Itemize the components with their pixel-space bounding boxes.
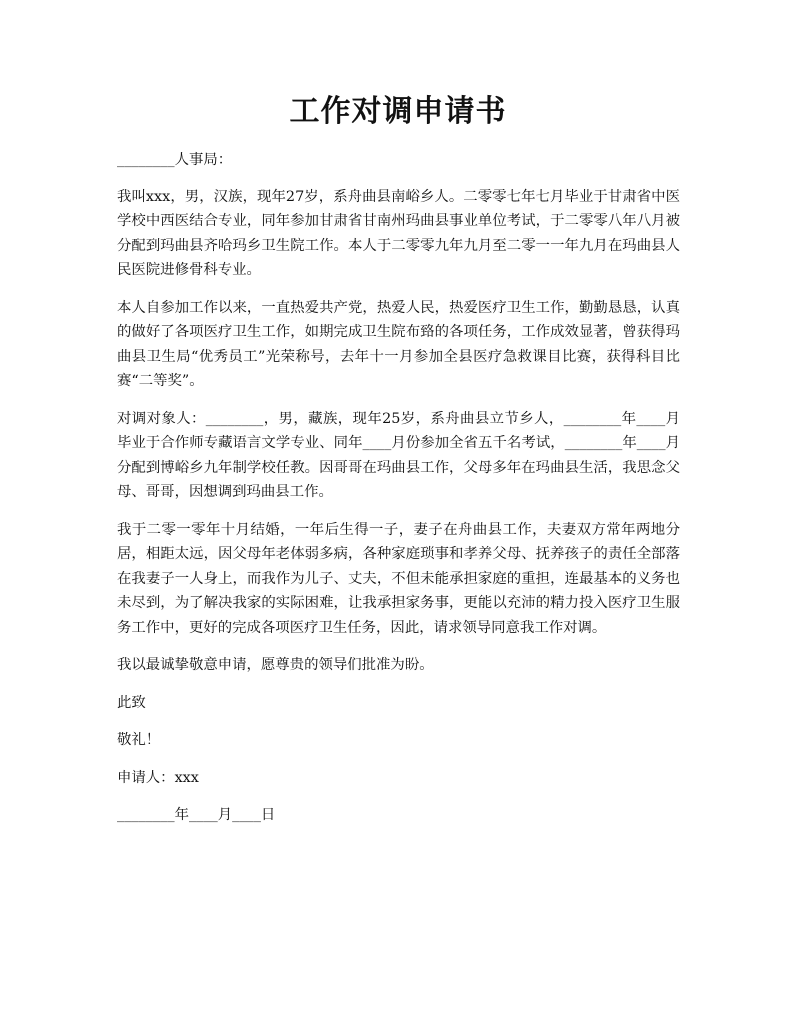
paragraph-request: 我以最诚挚敬意申请，愿尊贵的领导们批准为盼。 xyxy=(117,657,434,673)
paragraph-intro: 我叫xxx，男，汉族，现年27岁，系舟曲县南峪乡人。二零零七年七月毕业于甘肃省中医学校中西医结合专业，同年参加甘肃省甘南州玛曲县事业单位考试，于二零零八年八月被分配到玛曲县齐哈玛乡卫生院工作。本人于二零零九年九月至二零一一年九月在玛曲县人民医院进修骨科专业。 xyxy=(117,188,680,278)
paragraph-family-reason: 我于二零一零年十月结婚，一年后生得一子，妻子在舟曲县工作，夫妻双方常年两地分居，相距太远，因父母年老体弱多病，各种家庭琐事和孝养父母、抚养孩子的责任全部落在我妻子一人身上，而我作为儿子、丈夫，不但未能承担家庭的重担，连最基本的义务也未尽到，为了解决我家的实际困难，让我承担家务事，更能以充沛的精力投入医疗卫生服务工作中，更好的完成各项医疗卫生任务，因此，请求领导同意我工作对调。 xyxy=(117,521,680,636)
letter-body xyxy=(117,148,680,828)
date-line: ________年____月____日 xyxy=(117,807,276,823)
salutation: ________人事局： xyxy=(117,152,233,168)
applicant-line: 申请人：xxx xyxy=(117,769,199,786)
paragraph-work-record: 本人自参加工作以来，一直热爱共产党，热爱人民，热爱医疗卫生工作，勤勤恳恳，认真的做好了各项医疗卫生工作，如期完成卫生院布臵的各项任务，工作成效显著，曾获得玛曲县卫生局“优秀员工”光荣称号，去年十一月参加全县医疗急救课目比赛，获得科目比赛“二等奖”。 xyxy=(117,299,680,389)
closing-jingli: 敬礼！ xyxy=(117,732,161,748)
paragraph-swap-partner: 对调对象人：________，男，藏族，现年25岁，系舟曲县立节乡人，________年____月毕业于合作师专藏语言文学专业、同年____月份参加全省五千名考试，________年____月分配到博峪乡九年制学校任教。因哥哥在玛曲县工作，父母多年在玛曲县生活，我思念父母、哥哥，因想调到玛曲县工作。 xyxy=(117,410,680,500)
document-title: 工作对调申请书 xyxy=(289,94,507,129)
closing-cizhi: 此致 xyxy=(117,694,146,711)
